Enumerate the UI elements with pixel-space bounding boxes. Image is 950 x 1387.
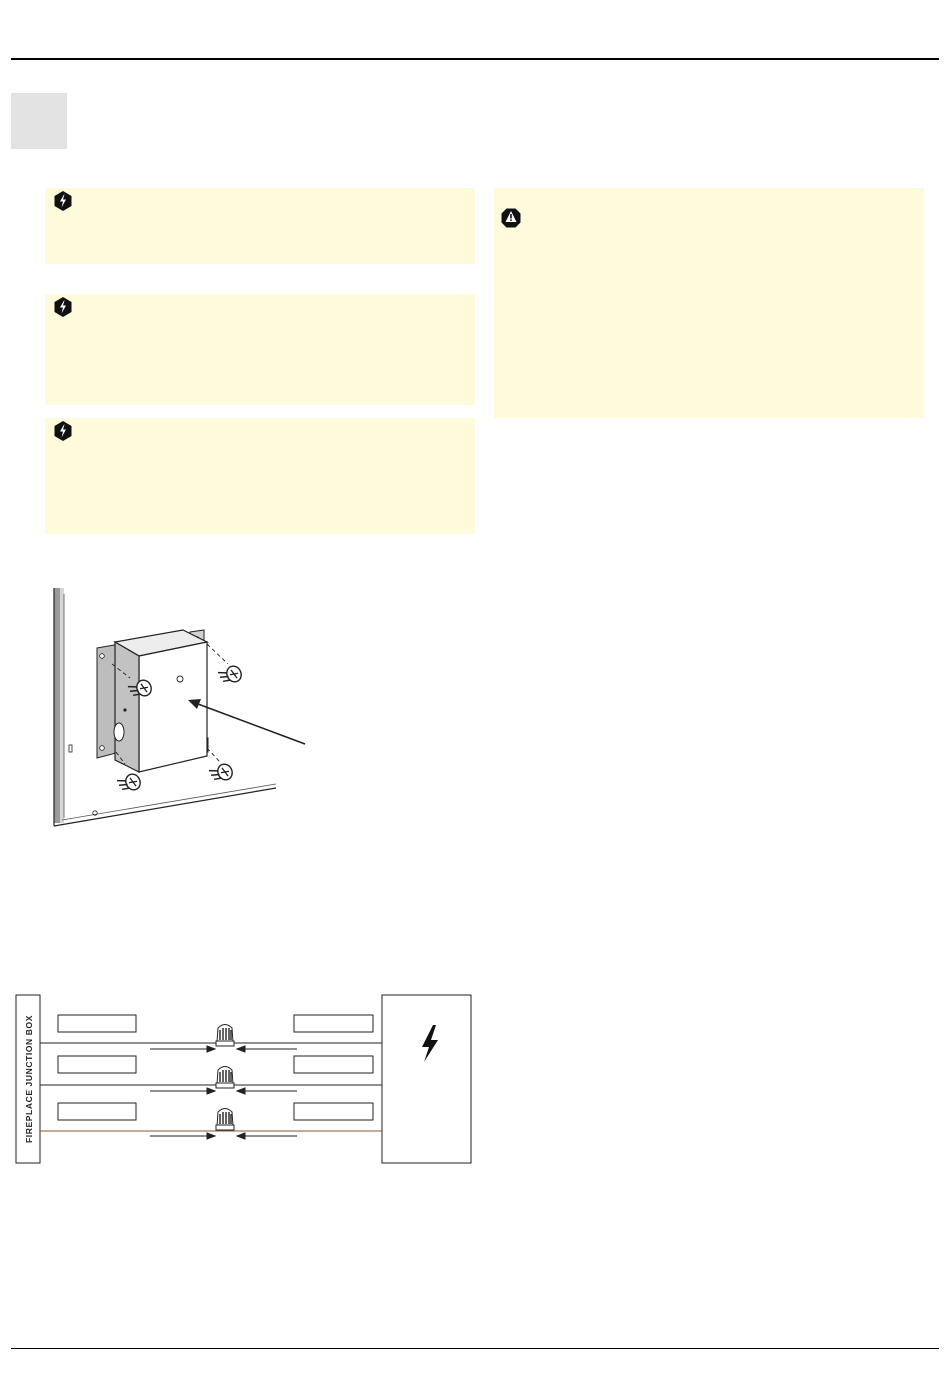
wire-label-box-left-3 [58,1103,136,1120]
warning-box-2 [45,294,475,405]
wire-label-box-left-1 [58,1015,136,1032]
electrical-hazard-icon [53,296,73,318]
wiring-diagram [10,990,480,1170]
junction-box-label: FIREPLACE JUNCTION BOX [24,1015,34,1143]
warning-box-1 [45,188,475,264]
wire-label-box-left-2 [58,1056,136,1073]
header-rule [11,58,939,60]
mounting-screw [209,762,235,785]
wire-nut-icon [216,1025,234,1047]
caution-box [494,188,924,418]
wire-label-box-right-1 [294,1015,373,1032]
wire-label-box-right-3 [294,1103,373,1120]
mounting-screw [117,772,143,795]
power-source-box [382,995,471,1163]
section-tab [11,93,67,149]
warning-box-3 [45,418,475,534]
mounting-screw [218,664,244,687]
electrical-hazard-icon [53,420,73,442]
wire-label-box-right-2 [294,1056,373,1073]
wire-nut-icon [216,1109,234,1131]
wire-nut-icon [216,1067,234,1089]
junction-box-installation-figure [40,582,340,832]
footer-rule [11,1348,939,1349]
caution-exclamation-icon [500,207,522,229]
electrical-hazard-icon [53,190,73,212]
